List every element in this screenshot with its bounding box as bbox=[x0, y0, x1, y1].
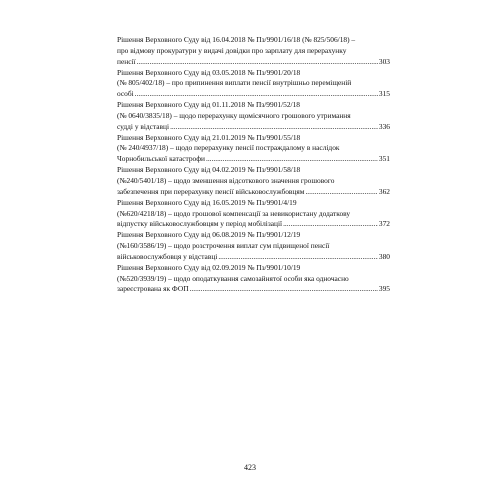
toc-entry-text: відпустку військовослужбовцям у період мобілізації bbox=[117, 219, 283, 229]
toc-entry-line: Рішення Верховного Суду від 21.01.2019 № Пз/9901/55/18 bbox=[117, 132, 301, 142]
toc-entry bbox=[117, 198, 390, 231]
toc-entry-last-line bbox=[117, 154, 390, 165]
toc-entry-text: судді у відставці bbox=[117, 121, 170, 131]
toc-entry-last-line bbox=[117, 57, 390, 68]
toc-entry-page: 351 bbox=[378, 154, 390, 164]
toc-entry bbox=[117, 230, 390, 263]
toc-entry-text: забезпечення при перерахунку пенсії військовослужбовцям bbox=[117, 186, 305, 196]
dot-leader bbox=[305, 187, 377, 198]
toc-entry-last-line bbox=[117, 89, 390, 100]
toc-entry bbox=[117, 68, 390, 101]
toc-entry-page: 362 bbox=[378, 186, 390, 196]
toc-entry-last-line bbox=[117, 219, 390, 230]
toc-entry bbox=[117, 165, 390, 198]
table-of-contents bbox=[117, 35, 390, 295]
toc-entry-text: Чорнобильської катастрофи bbox=[117, 154, 205, 164]
toc-entry-line: (№160/3586/19) – щодо розстрочення виплат сум підвищеної пенсії bbox=[117, 241, 330, 251]
toc-entry-line: (№ 0640/3835/18) – щодо перерахунку щомісячного грошового утримання bbox=[117, 110, 351, 120]
toc-entry-last-line bbox=[117, 187, 390, 198]
toc-entry-text: зареєстрована як ФОП bbox=[117, 284, 189, 294]
toc-entry bbox=[117, 100, 390, 133]
toc-entry-page: 395 bbox=[378, 284, 390, 294]
toc-entry-page: 303 bbox=[378, 56, 390, 66]
toc-entry-line: (№520/3939/19) – щодо оподаткування самозайнятої особи яка одночасно bbox=[117, 273, 349, 283]
toc-entry-text: пенсії bbox=[117, 56, 136, 66]
toc-entry bbox=[117, 133, 390, 166]
toc-entry-line: (№620/4218/18) – щодо грошової компенсації за невикористану додаткову bbox=[117, 208, 351, 218]
toc-entry-last-line bbox=[117, 284, 390, 295]
toc-entry-line: Рішення Верховного Суду від 06.08.2019 № Пз/9901/12/19 bbox=[117, 230, 301, 240]
dot-leader bbox=[218, 252, 378, 263]
dot-leader bbox=[135, 89, 378, 100]
toc-entry-line: Рішення Верховного Суду від 04.02.2019 № Пз/9901/58/18 bbox=[117, 165, 301, 175]
toc-entry-line: Рішення Верховного Суду від 03.05.2018 № Пз/9901/20/18 bbox=[117, 67, 301, 77]
toc-entry-page: 372 bbox=[378, 219, 390, 229]
dot-leader bbox=[170, 122, 378, 133]
toc-entry-line: Рішення Верховного Суду від 01.11.2018 № Пз/9901/52/18 bbox=[117, 100, 300, 110]
toc-entry-line: Рішення Верховного Суду від 16.04.2018 № Пз/9901/16/18 (№ 825/506/18) – bbox=[117, 35, 356, 44]
toc-entry-line: Рішення Верховного Суду від 16.05.2019 № Пз/9901/4/19 bbox=[117, 197, 297, 207]
toc-entry-line: (№240/5401/18) – щодо зменшення відсоткового значення грошового bbox=[117, 175, 335, 185]
toc-entry-line: Рішення Верховного Суду від 02.09.2019 № Пз/9901/10/19 bbox=[117, 262, 301, 272]
toc-entry-last-line bbox=[117, 122, 390, 133]
toc-entry-page: 315 bbox=[378, 89, 390, 99]
toc-entry bbox=[117, 263, 390, 296]
toc-entry-text: особі bbox=[117, 89, 134, 99]
toc-entry-text: військовослужбовця у відставці bbox=[117, 251, 218, 261]
toc-entry bbox=[117, 35, 390, 68]
toc-entry-line: про відмову прокуратури у видачі довідки про зарплату для перерахунку bbox=[117, 45, 347, 55]
toc-entry-line: (№ 240/4937/18) – щодо перерахунку пенсії постраждалому в наслідок bbox=[117, 143, 340, 153]
dot-leader bbox=[283, 219, 378, 230]
toc-entry-page: 380 bbox=[378, 251, 390, 261]
toc-entry-last-line bbox=[117, 252, 390, 263]
dot-leader bbox=[206, 154, 378, 165]
toc-entry-line: (№ 805/402/18) – про припинення виплати пенсії внутрішньо переміщеній bbox=[117, 78, 352, 88]
page-number: 423 bbox=[244, 463, 256, 472]
toc-entry-page: 336 bbox=[378, 121, 390, 131]
dot-leader bbox=[137, 57, 378, 68]
dot-leader bbox=[190, 284, 378, 295]
